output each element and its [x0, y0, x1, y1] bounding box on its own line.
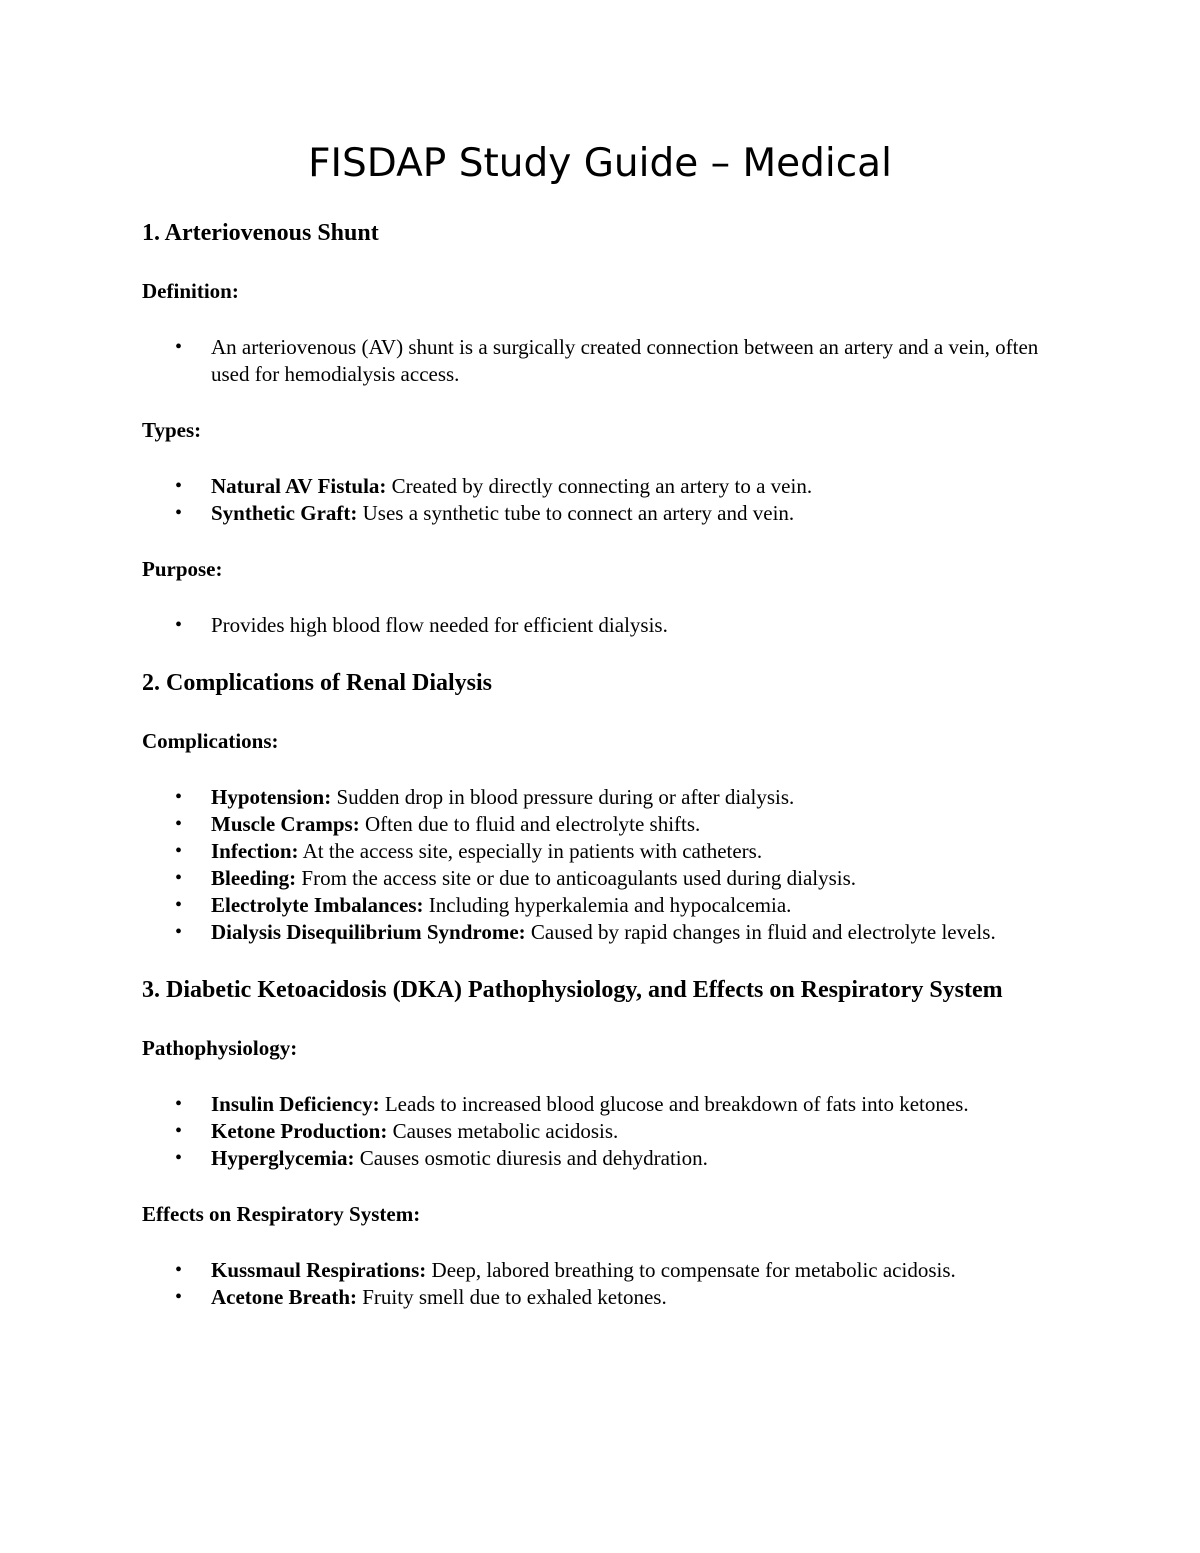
list-item	[142, 1284, 1052, 1311]
item-term: Acetone Breath:	[211, 1285, 357, 1309]
list-item	[142, 838, 1052, 865]
item-text: Sudden drop in blood pressure during or after dialysis.	[331, 785, 795, 809]
item-term: Hyperglycemia:	[211, 1146, 355, 1170]
item-text: Leads to increased blood glucose and breakdown of fats into ketones.	[379, 1092, 969, 1116]
list-item	[142, 1118, 1052, 1145]
document-body	[142, 218, 1052, 1311]
list-item	[142, 612, 1052, 639]
list-item	[142, 865, 1052, 892]
bullet-list	[142, 473, 1052, 527]
list-item	[142, 1091, 1052, 1118]
list-item	[142, 500, 1052, 527]
list-item	[142, 1257, 1052, 1284]
item-term: Kussmaul Respirations:	[211, 1258, 427, 1282]
bullet-list	[142, 1091, 1052, 1172]
subsection-label: Types:	[142, 418, 202, 442]
item-text: Causes osmotic diuresis and dehydration.	[354, 1146, 708, 1170]
item-text: From the access site or due to anticoagulants used during dialysis.	[296, 866, 857, 890]
list-item	[142, 784, 1052, 811]
subsection-label: Complications:	[142, 729, 279, 753]
section-heading: 1. Arteriovenous Shunt	[142, 220, 379, 246]
list-item	[142, 1145, 1052, 1172]
item-text: Uses a synthetic tube to connect an artery and vein.	[357, 501, 795, 525]
list-item	[142, 811, 1052, 838]
item-term: Natural AV Fistula:	[211, 474, 387, 498]
subsection-label: Purpose:	[142, 557, 223, 581]
subsection-label: Effects on Respiratory System:	[142, 1202, 421, 1226]
bullet-list	[142, 784, 1052, 946]
list-item	[142, 892, 1052, 919]
item-term: Hypotension:	[211, 785, 332, 809]
item-text: Including hyperkalemia and hypocalcemia.	[423, 893, 792, 917]
item-term: Insulin Deficiency:	[211, 1092, 380, 1116]
item-text: Deep, labored breathing to compensate for metabolic acidosis.	[426, 1258, 956, 1282]
section-heading: 3. Diabetic Ketoacidosis (DKA) Pathophysiology, and Effects on Respiratory System	[142, 977, 1003, 1003]
item-text: Causes metabolic acidosis.	[387, 1119, 619, 1143]
bullet-list	[142, 1257, 1052, 1311]
list-item	[142, 334, 1052, 388]
item-term: Electrolyte Imbalances:	[211, 893, 424, 917]
subsection-label: Definition:	[142, 279, 239, 303]
item-term: Bleeding:	[211, 866, 297, 890]
item-text: An arteriovenous (AV) shunt is a surgically created connection between an artery and a vein, often used for hemodialysis access.	[211, 335, 1039, 386]
item-term: Dialysis Disequilibrium Syndrome:	[211, 920, 526, 944]
item-text: At the access site, especially in patients with catheters.	[298, 839, 763, 863]
bullet-list	[142, 334, 1052, 388]
subsection-label: Pathophysiology:	[142, 1036, 298, 1060]
section-heading: 2. Complications of Renal Dialysis	[142, 670, 493, 696]
item-text: Fruity smell due to exhaled ketones.	[357, 1285, 667, 1309]
item-term: Ketone Production:	[211, 1119, 388, 1143]
item-text: Provides high blood flow needed for efficient dialysis.	[211, 613, 668, 637]
item-text: Caused by rapid changes in fluid and electrolyte levels.	[525, 920, 996, 944]
list-item	[142, 473, 1052, 500]
list-item	[142, 919, 1052, 946]
item-term: Muscle Cramps:	[211, 812, 360, 836]
item-text: Created by directly connecting an artery to a vein.	[386, 474, 813, 498]
page-title: FISDAP Study Guide – Medical	[308, 141, 892, 186]
item-term: Infection:	[211, 839, 299, 863]
bullet-list	[142, 612, 1052, 639]
item-term: Synthetic Graft:	[211, 501, 358, 525]
item-text: Often due to fluid and electrolyte shifts.	[359, 812, 701, 836]
